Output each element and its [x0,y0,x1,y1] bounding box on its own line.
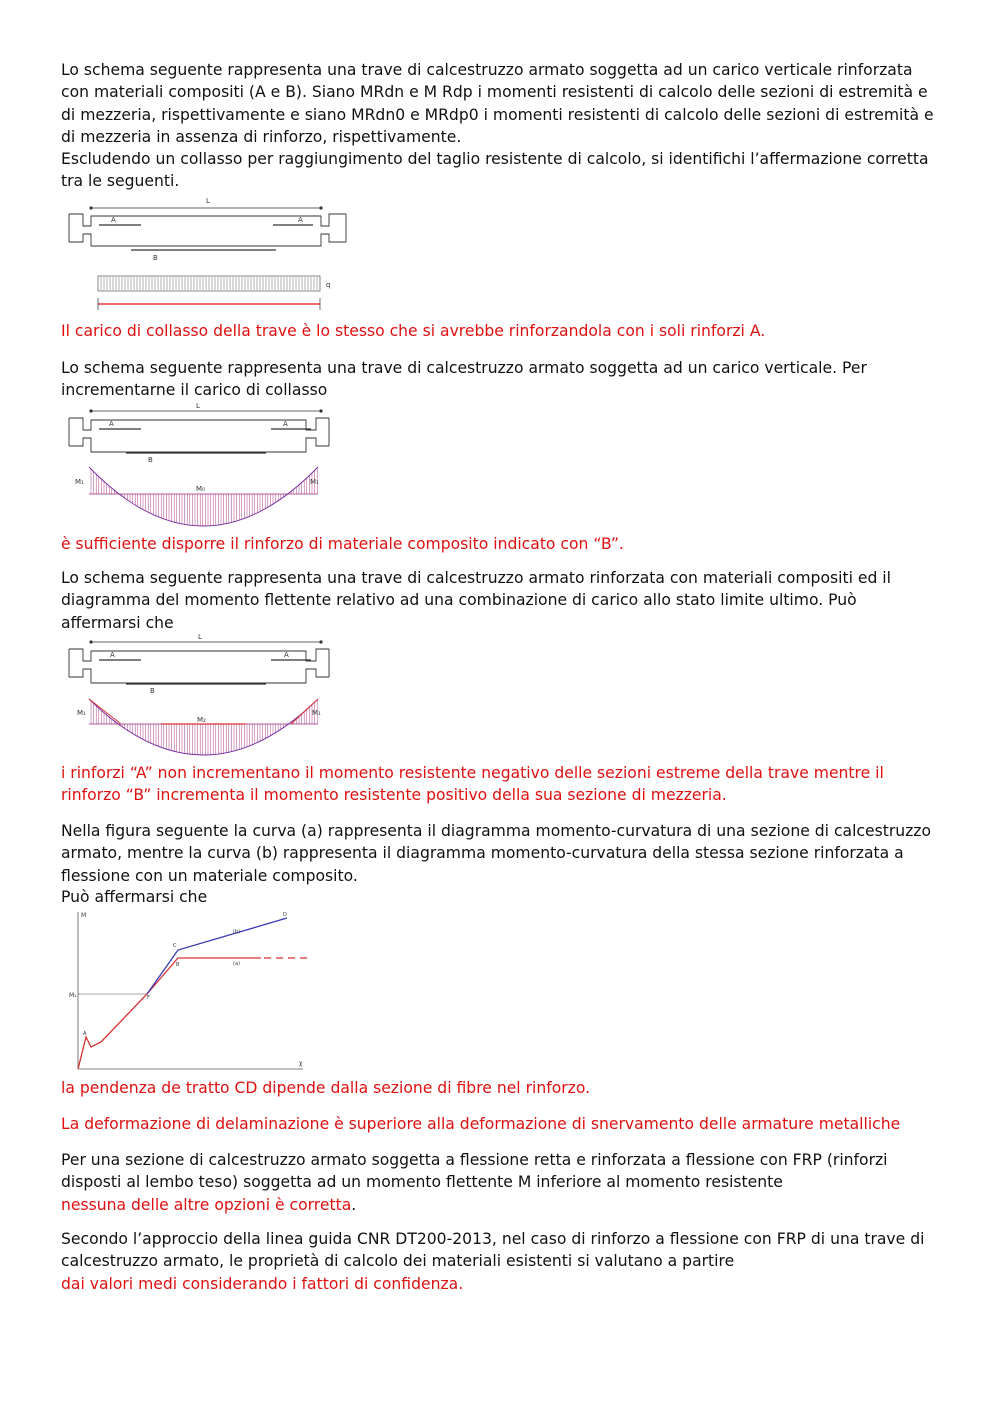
moment-level-label: M₁ [69,992,77,999]
reinforcement-b-label: B [150,687,155,695]
point-a-label: A [83,1031,87,1037]
curve-a [78,958,261,1069]
point-f-label: F [147,995,150,1001]
end-moment-left-label: M₁ [75,478,84,486]
point-b-label: B [176,962,180,968]
reinforcement-b-label: B [148,456,153,464]
question-4-stem-2: Può affermarsi che [61,888,208,906]
mid-moment-label: M₂ [197,716,206,724]
question-1-answer: Il carico di collasso della trave è lo stesso che si avrebbe rinforzandola con i soli rinforzi A. [61,322,766,340]
question-6-stem [61,1149,941,1216]
end-moment-right-label: M₁ [310,478,319,486]
reinforcement-a-left-label: A [109,420,114,428]
question-2-answer: è sufficiente disporre il rinforzo di materiale composito indicato con “B”. [61,535,624,553]
beam-load-figure [61,194,361,314]
span-label: L [206,197,210,205]
end-moment-left-label: M₁ [77,709,86,717]
question-4-stem: Nella figura seguente la curva (a) rappresenta il diagramma momento-curvatura di una sezione di calcestruzzo armato, mentre la curva (b) rappresenta il diagramma momento-curvatura della stessa sezione rinforzata a flessione con un materiale composito. [61,822,932,885]
question-5-answer: La deformazione di delaminazione è superiore alla deformazione di snervamento delle armature metalliche [61,1115,901,1133]
curve-a-label: (a) [233,961,240,967]
question-1-stem: Lo schema seguente rappresenta una trave di calcestruzzo armato soggetta ad un carico verticale rinforzata con materiali compositi (A e B). Siano MRdn e M Rdp i momenti resistenti di calcolo delle sezioni di estremità e di mezzeria, rispettivamente e siano MRdn0 e MRdp0 i momenti resistenti di calcolo delle sezioni di estremità e di mezzeria in assenza di rinforzo, rispettivamente. [61,61,934,147]
reinforcement-a-left-label: A [110,651,115,659]
reinforcement-a-right-label: A [298,216,303,224]
load-arrows [101,277,317,290]
x-axis-label: χ [299,1060,303,1067]
curve-b-label: (b) [233,929,241,935]
question-7-stem-text: Secondo l’approccio della linea guida CNR DT200-2013, nel caso di rinforzo a flessione con FRP di una trave di calcestruzzo armato, le proprietà di calcolo dei materiali esistenti si valutano a partire [61,1230,925,1271]
question-6-answer: nessuna delle altre opzioni è corretta [61,1195,352,1214]
question-4-answer: la pendenza de tratto CD dipende dalla sezione di fibre nel rinforzo. [61,1079,591,1097]
point-d-label: D [283,912,287,918]
reinforcement-a-right-label: A [283,420,288,428]
reinforcement-a-left-label: A [111,216,116,224]
curve-b [147,918,287,994]
question-2-stem: Lo schema seguente rappresenta una trave di calcestruzzo armato soggetta ad un carico verticale. Per incrementarne il carico di collasso [61,359,867,400]
question-3-stem: Lo schema seguente rappresenta una trave di calcestruzzo armato rinforzata con materiali compositi ed il diagramma del momento flettente relativo ad una combinazione di carico allo stato limite ultimo. Può affermarsi che [61,569,891,632]
reinforcement-b-label: B [153,254,158,262]
beam-moment-figure-2 [61,631,341,761]
question-1-stem-2: Escludendo un collasso per raggiungimento del taglio resistente di calcolo, si identifichi l’affermazione corretta tra le seguenti. [61,150,929,191]
question-7-answer: dai valori medi considerando i fattori di confidenza. [61,1274,464,1293]
reinforcement-a-right-label: A [284,651,289,659]
load-label: q [326,281,331,289]
question-3-answer: i rinforzi “A” non incrementano il momento resistente negativo delle sezioni estreme della trave mentre il rinforzo “B” incrementa il momento resistente positivo della sua sezione di mezzeria. [61,764,884,805]
end-moment-right-label: M₁ [312,709,321,717]
point-c-label: C [173,943,177,949]
question-6-stem-text: Per una sezione di calcestruzzo armato soggetta a flessione retta e rinforzata a flessione con FRP (rinforzi disposti al lembo teso) soggetta ad un momento flettente M inferiore al momento resistente [61,1151,888,1192]
span-label: L [198,633,202,641]
mid-moment-label: M₀ [196,485,205,493]
beam-moment-figure [61,400,341,528]
span-label: L [196,402,200,410]
moment-curvature-figure [61,909,321,1074]
y-axis-label: M [81,912,87,919]
question-6-answer-suffix: . [351,1195,357,1214]
question-7-stem [61,1228,941,1295]
